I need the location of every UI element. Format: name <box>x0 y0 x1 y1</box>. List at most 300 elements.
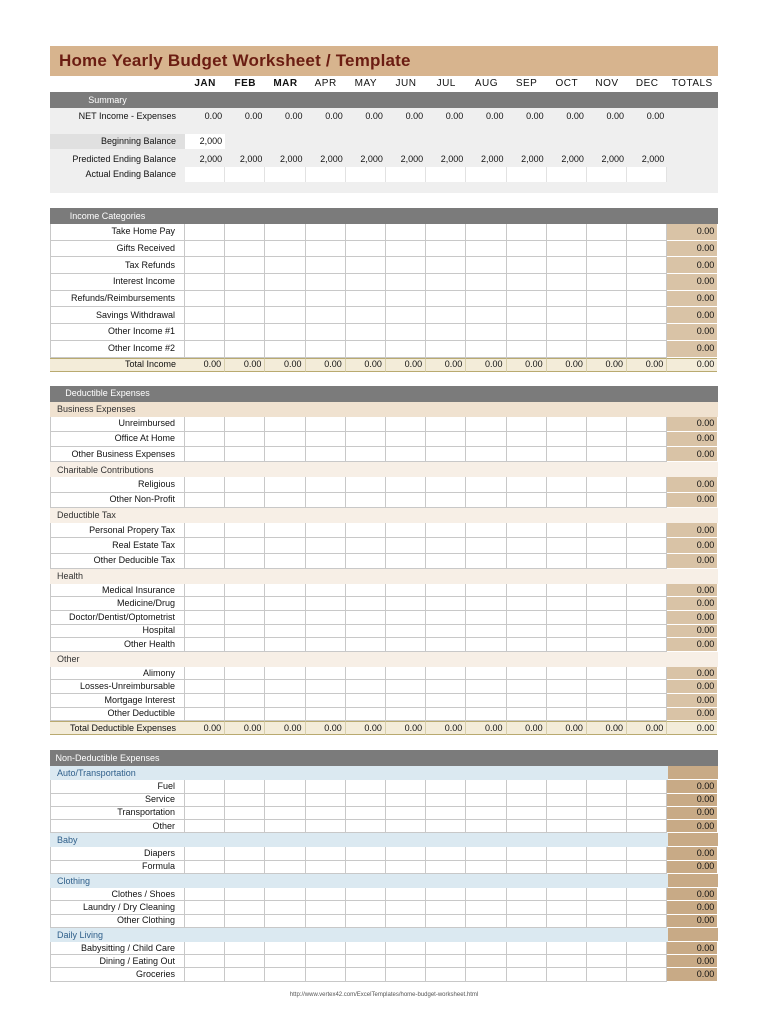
month-cell[interactable] <box>225 667 265 681</box>
month-cell[interactable] <box>225 915 265 928</box>
summary-cell[interactable]: 2,000 <box>521 153 544 164</box>
month-cell[interactable] <box>225 257 265 274</box>
month-cell[interactable] <box>346 224 386 241</box>
month-cell[interactable] <box>386 493 426 508</box>
month-cell[interactable] <box>306 861 346 874</box>
month-cell[interactable] <box>346 667 386 681</box>
month-cell[interactable] <box>507 638 547 652</box>
month-cell[interactable] <box>306 307 346 324</box>
month-cell[interactable] <box>587 680 627 694</box>
summary-cell[interactable]: 0.00 <box>365 110 383 121</box>
month-cell[interactable] <box>466 341 506 358</box>
month-cell[interactable] <box>346 955 386 968</box>
month-cell[interactable] <box>346 901 386 914</box>
month-cell[interactable] <box>225 847 265 860</box>
month-cell[interactable] <box>426 477 466 492</box>
month-cell[interactable] <box>386 241 426 258</box>
month-cell[interactable] <box>346 597 386 611</box>
month-cell[interactable] <box>627 554 667 569</box>
beginning-balance-input[interactable]: 2,000 <box>185 134 225 149</box>
month-cell[interactable] <box>627 861 667 874</box>
summary-cell[interactable]: 0.00 <box>244 110 263 121</box>
month-cell[interactable] <box>466 807 506 820</box>
summary-cell[interactable]: 2,000 <box>480 153 504 164</box>
month-cell[interactable] <box>627 477 667 492</box>
summary-cell[interactable]: 2,000 <box>641 153 665 164</box>
month-cell[interactable] <box>547 291 587 308</box>
month-cell[interactable] <box>507 955 547 968</box>
month-cell[interactable] <box>547 447 587 462</box>
month-cell[interactable] <box>627 493 667 508</box>
month-cell[interactable] <box>225 625 265 639</box>
month-cell[interactable] <box>225 241 265 258</box>
month-cell[interactable] <box>587 241 627 258</box>
month-cell[interactable] <box>346 780 386 793</box>
month-cell[interactable] <box>346 493 386 508</box>
month-cell[interactable] <box>346 523 386 538</box>
month-cell[interactable] <box>185 955 225 968</box>
month-cell[interactable] <box>386 820 426 833</box>
month-cell[interactable] <box>265 597 305 611</box>
month-cell[interactable] <box>306 915 346 928</box>
month-cell[interactable] <box>547 523 587 538</box>
month-cell[interactable] <box>265 780 305 793</box>
month-cell[interactable] <box>265 680 305 694</box>
month-cell[interactable] <box>265 667 305 681</box>
month-cell[interactable] <box>265 861 305 874</box>
month-cell[interactable] <box>547 554 587 569</box>
month-cell[interactable] <box>587 955 627 968</box>
month-cell[interactable] <box>265 324 305 341</box>
month-cell[interactable] <box>426 257 466 274</box>
month-cell[interactable] <box>627 291 667 308</box>
month-cell[interactable] <box>386 538 426 553</box>
month-cell[interactable] <box>466 708 506 722</box>
month-cell[interactable] <box>507 224 547 241</box>
month-cell[interactable] <box>386 554 426 569</box>
month-cell[interactable] <box>306 694 346 708</box>
month-cell[interactable] <box>547 901 587 914</box>
month-cell[interactable] <box>466 847 506 860</box>
month-cell[interactable] <box>587 274 627 291</box>
month-cell[interactable] <box>386 680 426 694</box>
month-cell[interactable] <box>346 807 386 820</box>
summary-cell[interactable]: 0.00 <box>566 110 584 121</box>
month-cell[interactable] <box>265 915 305 928</box>
month-cell[interactable] <box>265 807 305 820</box>
month-cell[interactable] <box>587 432 627 447</box>
month-cell[interactable] <box>587 584 627 598</box>
month-cell[interactable] <box>225 708 265 722</box>
month-cell[interactable] <box>265 901 305 914</box>
month-cell[interactable] <box>466 968 506 981</box>
summary-cell[interactable]: 2,000 <box>320 153 343 164</box>
month-cell[interactable] <box>185 638 225 652</box>
month-cell[interactable] <box>306 611 346 625</box>
month-cell[interactable] <box>587 968 627 981</box>
month-cell[interactable] <box>426 241 466 258</box>
month-cell[interactable] <box>547 307 587 324</box>
month-cell[interactable] <box>306 780 346 793</box>
month-cell[interactable] <box>265 554 305 569</box>
month-cell[interactable] <box>346 611 386 625</box>
summary-cell[interactable] <box>346 167 386 182</box>
month-cell[interactable] <box>346 861 386 874</box>
month-cell[interactable] <box>466 257 506 274</box>
month-cell[interactable] <box>466 274 506 291</box>
month-cell[interactable] <box>547 694 587 708</box>
month-cell[interactable] <box>547 780 587 793</box>
summary-cell[interactable] <box>547 167 587 182</box>
month-cell[interactable] <box>507 447 547 462</box>
month-cell[interactable] <box>185 901 225 914</box>
month-cell[interactable] <box>386 341 426 358</box>
month-cell[interactable] <box>587 901 627 914</box>
summary-cell[interactable]: 2,000 <box>601 153 625 164</box>
month-cell[interactable] <box>547 417 587 432</box>
month-cell[interactable] <box>466 597 506 611</box>
month-cell[interactable] <box>185 942 225 955</box>
month-cell[interactable] <box>507 794 547 807</box>
month-cell[interactable] <box>466 680 506 694</box>
month-cell[interactable] <box>185 807 225 820</box>
month-cell[interactable] <box>466 820 506 833</box>
month-cell[interactable] <box>507 901 547 914</box>
month-cell[interactable] <box>426 955 466 968</box>
month-header[interactable]: APR <box>314 78 337 89</box>
month-cell[interactable] <box>426 968 466 981</box>
month-cell[interactable] <box>225 968 265 981</box>
month-cell[interactable] <box>346 694 386 708</box>
month-cell[interactable] <box>386 625 426 639</box>
month-cell[interactable] <box>185 432 225 447</box>
month-cell[interactable] <box>587 291 627 308</box>
month-cell[interactable] <box>265 694 305 708</box>
month-cell[interactable] <box>587 708 627 722</box>
month-cell[interactable] <box>426 554 466 569</box>
month-cell[interactable] <box>265 291 305 308</box>
month-cell[interactable] <box>306 955 346 968</box>
month-cell[interactable] <box>627 820 667 833</box>
month-cell[interactable] <box>627 794 667 807</box>
summary-cell[interactable]: 0.00 <box>646 110 665 121</box>
totals-header[interactable]: TOTALS <box>671 78 713 89</box>
month-cell[interactable] <box>587 493 627 508</box>
month-cell[interactable] <box>627 915 667 928</box>
month-cell[interactable] <box>507 694 547 708</box>
month-cell[interactable] <box>185 477 225 492</box>
month-cell[interactable] <box>185 307 225 324</box>
month-cell[interactable] <box>547 597 587 611</box>
month-cell[interactable] <box>587 447 627 462</box>
month-cell[interactable] <box>386 477 426 492</box>
month-cell[interactable] <box>466 611 506 625</box>
month-cell[interactable] <box>185 447 225 462</box>
month-cell[interactable] <box>466 523 506 538</box>
month-cell[interactable] <box>627 638 667 652</box>
month-header[interactable]: JAN <box>194 78 216 89</box>
summary-cell[interactable]: 0.00 <box>485 110 504 121</box>
month-cell[interactable] <box>627 694 667 708</box>
month-header[interactable]: NOV <box>595 78 619 89</box>
month-cell[interactable] <box>185 680 225 694</box>
month-cell[interactable] <box>507 680 547 694</box>
month-cell[interactable] <box>225 861 265 874</box>
month-cell[interactable] <box>306 523 346 538</box>
month-cell[interactable] <box>426 307 466 324</box>
month-cell[interactable] <box>225 820 265 833</box>
month-cell[interactable] <box>587 847 627 860</box>
month-cell[interactable] <box>225 694 265 708</box>
month-cell[interactable] <box>306 224 346 241</box>
month-cell[interactable] <box>627 942 667 955</box>
month-cell[interactable] <box>185 888 225 901</box>
month-cell[interactable] <box>426 274 466 291</box>
month-cell[interactable] <box>346 638 386 652</box>
month-cell[interactable] <box>627 307 667 324</box>
month-cell[interactable] <box>346 291 386 308</box>
month-cell[interactable] <box>346 680 386 694</box>
month-cell[interactable] <box>426 341 466 358</box>
month-cell[interactable] <box>386 794 426 807</box>
month-cell[interactable] <box>547 968 587 981</box>
month-cell[interactable] <box>466 584 506 598</box>
month-cell[interactable] <box>627 241 667 258</box>
month-cell[interactable] <box>265 417 305 432</box>
month-cell[interactable] <box>306 341 346 358</box>
month-cell[interactable] <box>306 680 346 694</box>
month-cell[interactable] <box>225 680 265 694</box>
month-cell[interactable] <box>507 324 547 341</box>
month-cell[interactable] <box>306 554 346 569</box>
month-cell[interactable] <box>547 538 587 553</box>
month-cell[interactable] <box>265 968 305 981</box>
month-cell[interactable] <box>466 901 506 914</box>
month-cell[interactable] <box>225 888 265 901</box>
month-cell[interactable] <box>547 708 587 722</box>
month-cell[interactable] <box>547 794 587 807</box>
month-cell[interactable] <box>265 241 305 258</box>
month-cell[interactable] <box>507 625 547 639</box>
month-cell[interactable] <box>306 274 346 291</box>
month-cell[interactable] <box>627 224 667 241</box>
month-cell[interactable] <box>225 523 265 538</box>
month-cell[interactable] <box>265 447 305 462</box>
month-cell[interactable] <box>346 708 386 722</box>
month-cell[interactable] <box>466 915 506 928</box>
month-cell[interactable] <box>386 523 426 538</box>
month-cell[interactable] <box>426 942 466 955</box>
summary-cell[interactable] <box>587 167 627 182</box>
month-cell[interactable] <box>185 417 225 432</box>
month-cell[interactable] <box>185 241 225 258</box>
month-cell[interactable] <box>386 257 426 274</box>
month-cell[interactable] <box>426 780 466 793</box>
month-cell[interactable] <box>225 447 265 462</box>
month-cell[interactable] <box>225 794 265 807</box>
summary-cell[interactable] <box>627 167 667 182</box>
month-cell[interactable] <box>306 432 346 447</box>
month-cell[interactable] <box>466 241 506 258</box>
month-cell[interactable] <box>265 888 305 901</box>
month-cell[interactable] <box>265 257 305 274</box>
month-cell[interactable] <box>466 667 506 681</box>
month-cell[interactable] <box>225 638 265 652</box>
month-cell[interactable] <box>547 807 587 820</box>
month-cell[interactable] <box>426 324 466 341</box>
month-cell[interactable] <box>225 307 265 324</box>
month-cell[interactable] <box>507 847 547 860</box>
month-cell[interactable] <box>426 680 466 694</box>
month-cell[interactable] <box>306 447 346 462</box>
month-cell[interactable] <box>587 861 627 874</box>
month-cell[interactable] <box>386 611 426 625</box>
summary-cell[interactable]: 2,000 <box>239 153 263 164</box>
month-cell[interactable] <box>507 477 547 492</box>
month-cell[interactable] <box>507 554 547 569</box>
month-cell[interactable] <box>386 584 426 598</box>
month-cell[interactable] <box>627 523 667 538</box>
summary-cell[interactable]: 2,000 <box>400 153 424 164</box>
month-cell[interactable] <box>386 291 426 308</box>
summary-cell[interactable]: 2,000 <box>199 153 223 164</box>
month-cell[interactable] <box>426 847 466 860</box>
summary-cell[interactable]: 2,000 <box>280 153 303 164</box>
month-cell[interactable] <box>587 780 627 793</box>
month-cell[interactable] <box>225 493 265 508</box>
month-cell[interactable] <box>426 694 466 708</box>
month-cell[interactable] <box>547 915 587 928</box>
month-cell[interactable] <box>547 493 587 508</box>
month-cell[interactable] <box>386 667 426 681</box>
month-cell[interactable] <box>466 625 506 639</box>
month-cell[interactable] <box>547 625 587 639</box>
month-cell[interactable] <box>547 611 587 625</box>
summary-cell[interactable]: 0.00 <box>204 110 223 121</box>
summary-cell[interactable] <box>466 167 506 182</box>
month-cell[interactable] <box>386 888 426 901</box>
month-cell[interactable] <box>466 955 506 968</box>
month-cell[interactable] <box>346 432 386 447</box>
month-cell[interactable] <box>507 523 547 538</box>
month-cell[interactable] <box>627 807 667 820</box>
month-cell[interactable] <box>466 861 506 874</box>
month-cell[interactable] <box>587 915 627 928</box>
month-cell[interactable] <box>185 820 225 833</box>
month-cell[interactable] <box>346 915 386 928</box>
month-cell[interactable] <box>265 708 305 722</box>
summary-cell[interactable]: 0.00 <box>445 110 464 121</box>
month-cell[interactable] <box>225 584 265 598</box>
month-cell[interactable] <box>426 432 466 447</box>
month-cell[interactable] <box>466 493 506 508</box>
month-cell[interactable] <box>507 820 547 833</box>
month-cell[interactable] <box>507 538 547 553</box>
month-cell[interactable] <box>185 274 225 291</box>
month-cell[interactable] <box>426 807 466 820</box>
month-header[interactable]: OCT <box>555 78 579 89</box>
month-cell[interactable] <box>426 493 466 508</box>
month-cell[interactable] <box>306 257 346 274</box>
summary-cell[interactable]: 2,000 <box>561 153 584 164</box>
month-cell[interactable] <box>265 584 305 598</box>
month-cell[interactable] <box>265 538 305 553</box>
month-cell[interactable] <box>587 667 627 681</box>
month-cell[interactable] <box>185 257 225 274</box>
summary-cell[interactable] <box>386 167 426 182</box>
month-cell[interactable] <box>466 694 506 708</box>
month-cell[interactable] <box>225 432 265 447</box>
month-cell[interactable] <box>466 224 506 241</box>
month-cell[interactable] <box>627 611 667 625</box>
month-cell[interactable] <box>265 625 305 639</box>
month-cell[interactable] <box>426 861 466 874</box>
summary-cell[interactable] <box>265 167 305 182</box>
month-cell[interactable] <box>185 224 225 241</box>
month-cell[interactable] <box>265 477 305 492</box>
month-cell[interactable] <box>185 694 225 708</box>
month-cell[interactable] <box>386 807 426 820</box>
month-cell[interactable] <box>587 820 627 833</box>
month-cell[interactable] <box>265 955 305 968</box>
month-cell[interactable] <box>547 257 587 274</box>
month-cell[interactable] <box>547 341 587 358</box>
month-cell[interactable] <box>346 538 386 553</box>
month-cell[interactable] <box>426 820 466 833</box>
month-cell[interactable] <box>507 341 547 358</box>
summary-cell[interactable]: 0.00 <box>325 110 343 121</box>
month-cell[interactable] <box>466 638 506 652</box>
month-cell[interactable] <box>507 307 547 324</box>
month-cell[interactable] <box>306 820 346 833</box>
month-cell[interactable] <box>185 625 225 639</box>
month-cell[interactable] <box>547 942 587 955</box>
month-cell[interactable] <box>627 597 667 611</box>
month-cell[interactable] <box>587 611 627 625</box>
month-cell[interactable] <box>185 794 225 807</box>
month-cell[interactable] <box>426 625 466 639</box>
month-cell[interactable] <box>386 955 426 968</box>
month-cell[interactable] <box>185 915 225 928</box>
month-cell[interactable] <box>225 597 265 611</box>
month-cell[interactable] <box>225 417 265 432</box>
month-cell[interactable] <box>386 324 426 341</box>
month-cell[interactable] <box>346 888 386 901</box>
month-cell[interactable] <box>306 708 346 722</box>
month-cell[interactable] <box>185 493 225 508</box>
month-cell[interactable] <box>627 257 667 274</box>
month-cell[interactable] <box>426 447 466 462</box>
month-header[interactable]: DEC <box>635 78 659 89</box>
month-cell[interactable] <box>507 968 547 981</box>
month-cell[interactable] <box>587 224 627 241</box>
month-cell[interactable] <box>466 888 506 901</box>
month-cell[interactable] <box>386 307 426 324</box>
month-cell[interactable] <box>386 901 426 914</box>
month-cell[interactable] <box>185 291 225 308</box>
month-cell[interactable] <box>466 554 506 569</box>
month-cell[interactable] <box>507 861 547 874</box>
month-cell[interactable] <box>547 241 587 258</box>
summary-cell[interactable]: 0.00 <box>526 110 544 121</box>
month-cell[interactable] <box>426 417 466 432</box>
month-cell[interactable] <box>185 968 225 981</box>
month-cell[interactable] <box>507 915 547 928</box>
month-cell[interactable] <box>507 417 547 432</box>
month-cell[interactable] <box>587 554 627 569</box>
month-cell[interactable] <box>265 523 305 538</box>
month-cell[interactable] <box>547 861 587 874</box>
